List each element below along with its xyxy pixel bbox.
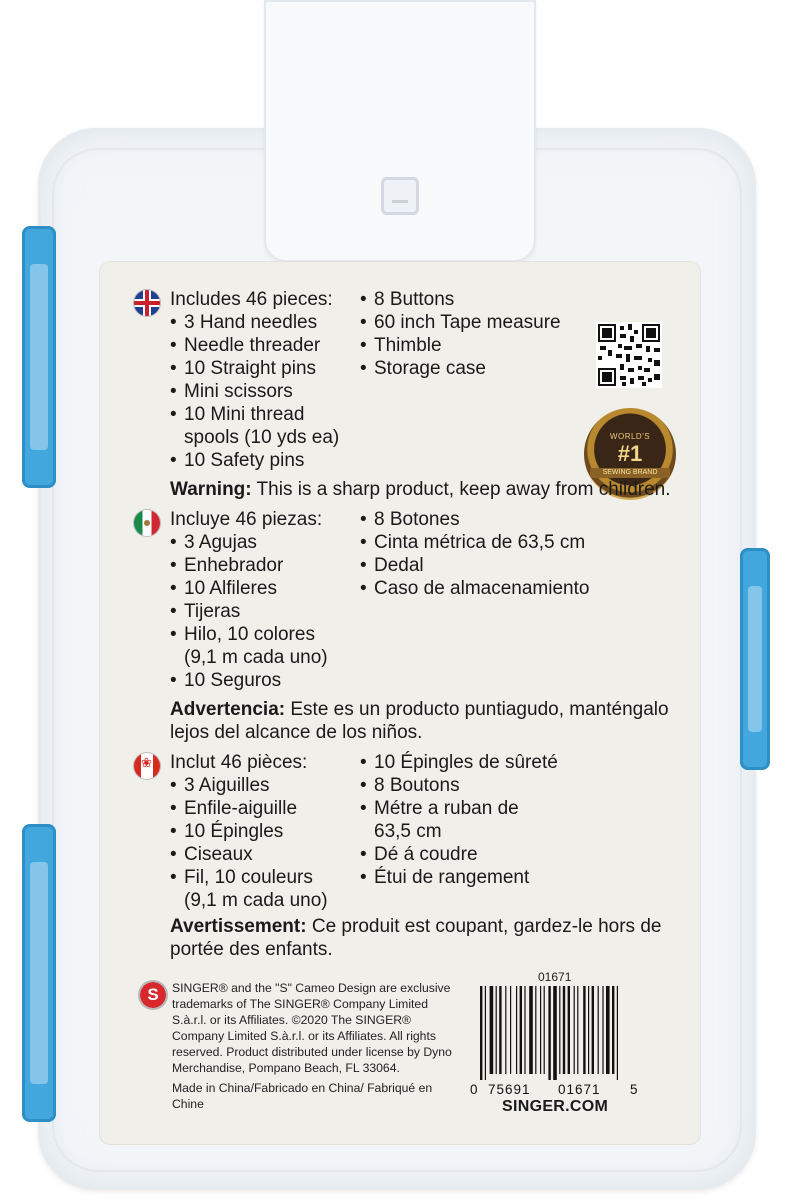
french-left-list	[170, 751, 328, 912]
barcode-digit-lead: 0	[470, 1082, 479, 1097]
list-item: (9,1 m cada uno)	[184, 647, 328, 668]
french-warning-text: Ce produit est coupant, gardez-le hors de portée des enfants.	[170, 916, 662, 960]
english-warning-label: Warning:	[170, 479, 252, 500]
hang-hole	[381, 177, 419, 215]
list-heading: Inclut 46 pièces:	[170, 752, 308, 773]
list-item: • Tijeras	[170, 600, 328, 623]
barcode-bar	[553, 986, 557, 1080]
spanish-right-list	[360, 508, 589, 600]
barcode-bar	[529, 986, 533, 1074]
barcode-bar	[606, 986, 610, 1074]
barcode-bar	[612, 986, 614, 1074]
list-item: • Étui de rangement	[360, 866, 558, 889]
list-item: • Cinta métrica de 63,5 cm	[360, 531, 589, 554]
list-item: • 10 Seguros	[170, 669, 328, 692]
list-item: • 60 inch Tape measure	[360, 311, 561, 334]
hang-tab	[264, 0, 536, 262]
barcode-bar	[496, 986, 497, 1074]
list-item: • Thimble	[360, 334, 561, 357]
list-item: • Hilo, 10 colores	[170, 623, 328, 646]
barcode-bar	[588, 986, 589, 1074]
barcode-bar	[592, 986, 594, 1074]
list-item: • 3 Agujas	[170, 531, 328, 554]
list-item: • Mini scissors	[170, 380, 339, 403]
english-warning	[170, 478, 690, 501]
mexico-flag-icon	[134, 510, 160, 536]
french-warning-label: Avertissement:	[170, 916, 307, 937]
list-item: • 3 Hand needles	[170, 311, 339, 334]
spanish-warning-text: Este es un producto puntiagudo, manténgalo lejos del alcance de los niños.	[170, 699, 669, 743]
list-item: • 8 Botones	[360, 508, 589, 531]
product-code: 01671	[538, 970, 572, 984]
singer-s-logo-icon: S	[138, 980, 168, 1010]
left-latch-top	[22, 226, 56, 488]
list-item: • Dé á coudre	[360, 843, 558, 866]
barcode-bar	[617, 986, 618, 1080]
barcode-bar	[510, 986, 511, 1074]
list-item: • 10 Alfileres	[170, 577, 328, 600]
barcode-bar	[520, 986, 522, 1074]
list-item: • Enfile-aiguille	[170, 797, 328, 820]
barcode-bar	[490, 986, 494, 1074]
barcode-bar	[559, 986, 560, 1074]
legal-text: SINGER® and the "S" Cameo Design are exclusive trademarks of The SINGER® Company Limited S.à.r.l. or its Affiliates. ©2020 The SINGER® Company Limited S.à.r.l. or its Affiliates. All rights reserved. Product distributed under license by Dyno Merchandise, Pompano Beach, FL 33064.	[172, 981, 452, 1075]
list-item: • Caso de almacenamiento	[360, 577, 589, 600]
barcode-bar	[524, 986, 525, 1074]
barcode-bar	[505, 986, 506, 1074]
barcode-bar	[516, 986, 517, 1074]
upc-barcode	[478, 986, 628, 1080]
badge-line-3: SEWING BRAND	[590, 468, 670, 478]
badge-line-2: #1	[617, 441, 643, 466]
list-item: • 10 Épingles de sûreté	[360, 751, 558, 774]
list-item: spools (10 yds ea)	[184, 427, 340, 448]
list-item: • 10 Safety pins	[170, 449, 339, 472]
french-right-list	[360, 751, 558, 889]
list-item: • Ciseaux	[170, 843, 328, 866]
list-item: 63,5 cm	[374, 821, 442, 842]
barcode-bar	[485, 986, 486, 1080]
spanish-warning-label: Advertencia:	[170, 699, 286, 720]
qr-code	[596, 322, 662, 388]
barcode-digit-check: 5	[630, 1082, 639, 1097]
barcode-digits-right: 01671	[558, 1082, 601, 1097]
english-right-list	[360, 288, 561, 380]
barcode-bar	[602, 986, 603, 1074]
website-url: SINGER.COM	[502, 1098, 609, 1115]
barcode-bar	[563, 986, 565, 1074]
product-label	[100, 262, 700, 1144]
list-item: • 3 Aiguilles	[170, 774, 328, 797]
barcode-bar	[598, 986, 599, 1074]
right-latch	[740, 548, 770, 770]
spanish-left-list	[170, 508, 328, 692]
list-item: • Needle threader	[170, 334, 339, 357]
spanish-warning	[170, 698, 690, 744]
made-in-text: Made in China/Fabricado en China/ Fabriqué en Chine	[172, 1081, 433, 1111]
english-left-list	[170, 288, 339, 472]
barcode-bar	[574, 986, 575, 1074]
barcode-digits-left: 75691	[488, 1082, 531, 1097]
barcode-bar	[480, 986, 482, 1080]
barcode-bar	[499, 986, 501, 1074]
french-warning	[170, 915, 690, 961]
list-heading: Includes 46 pieces:	[170, 289, 333, 310]
canada-flag-icon	[134, 753, 160, 779]
list-item: • 10 Straight pins	[170, 357, 339, 380]
list-item: • 8 Boutons	[360, 774, 558, 797]
uk-flag-icon	[134, 290, 160, 316]
list-item: • Fil, 10 couleurs	[170, 866, 328, 889]
list-item: • Dedal	[360, 554, 589, 577]
barcode-bar	[568, 986, 570, 1074]
list-heading: Incluye 46 piezas:	[170, 509, 323, 530]
barcode-bar	[540, 986, 541, 1074]
barcode-bar	[548, 986, 550, 1080]
left-latch-bottom	[22, 824, 56, 1122]
barcode-bar	[577, 986, 578, 1074]
barcode-bar	[544, 986, 545, 1074]
list-item: (9,1 m cada uno)	[184, 890, 328, 911]
list-item: • Métre a ruban de	[360, 797, 558, 820]
list-item: • Storage case	[360, 357, 561, 380]
badge-line-1: WORLD'S	[609, 432, 651, 441]
list-item: • 10 Mini thread	[170, 403, 339, 426]
list-item: • 10 Épingles	[170, 820, 328, 843]
english-warning-text: This is a sharp product, keep away from children.	[251, 479, 671, 500]
barcode-bar	[535, 986, 536, 1074]
barcode-bar	[583, 986, 585, 1074]
list-item: • 8 Buttons	[360, 288, 561, 311]
list-item: • Enhebrador	[170, 554, 328, 577]
